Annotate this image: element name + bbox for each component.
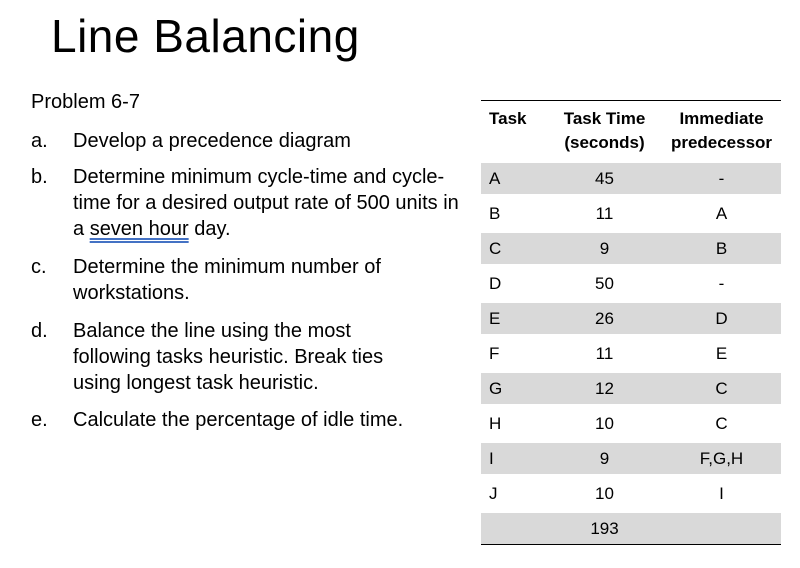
cell-predecessor: B	[662, 231, 781, 266]
cell-total-empty	[662, 511, 781, 545]
cell-task: F	[481, 336, 547, 371]
cell-predecessor: D	[662, 301, 781, 336]
header-predecessor-line1: Immediate	[679, 109, 764, 128]
question-c-text: Determine the minimum number of workstations.	[73, 256, 381, 304]
cell-time: 9	[547, 231, 662, 266]
cell-task: J	[481, 476, 547, 511]
cell-predecessor: -	[662, 266, 781, 301]
table-total-row	[481, 511, 781, 545]
cell-time: 11	[547, 196, 662, 231]
table-row	[481, 371, 781, 406]
header-task-time-line1: Task Time	[563, 109, 646, 128]
cell-predecessor: C	[662, 406, 781, 441]
cell-predecessor: A	[662, 196, 781, 231]
header-predecessor-line2: predecessor	[670, 133, 773, 152]
cell-task: E	[481, 301, 547, 336]
cell-total-label	[481, 511, 547, 545]
table-row	[481, 266, 781, 301]
cell-task: D	[481, 266, 547, 301]
problem-label: Problem 6-7	[31, 91, 140, 113]
task-table	[481, 100, 781, 545]
cell-time: 9	[547, 441, 662, 476]
cell-predecessor: F,G,H	[662, 441, 781, 476]
question-b-letter: b.	[31, 166, 48, 188]
question-d-text: Balance the line using the most following tasks heuristic. Break ties using longest task heuristic.	[73, 320, 384, 394]
question-a-text: Develop a precedence diagram	[73, 130, 351, 152]
cell-task: B	[481, 196, 547, 231]
table-row	[481, 301, 781, 336]
question-b-underlined-phrase: seven hour	[89, 218, 189, 240]
header-predecessor	[662, 101, 781, 162]
question-a-letter: a.	[31, 130, 48, 152]
header-task-time	[547, 101, 662, 162]
cell-predecessor: E	[662, 336, 781, 371]
page-title: Line Balancing	[51, 10, 360, 62]
header-task-time-line2: (seconds)	[564, 133, 645, 152]
cell-time: 10	[547, 406, 662, 441]
cell-time: 26	[547, 301, 662, 336]
question-d-letter: d.	[31, 320, 48, 342]
question-b-text-after: day.	[188, 218, 231, 240]
cell-task: I	[481, 441, 547, 476]
question-e-letter: e.	[31, 409, 48, 431]
cell-time: 12	[547, 371, 662, 406]
cell-task: H	[481, 406, 547, 441]
table-row	[481, 231, 781, 266]
header-task: Task	[481, 101, 547, 162]
cell-predecessor: -	[662, 161, 781, 196]
table-row	[481, 196, 781, 231]
question-b-text	[73, 164, 463, 242]
table-row	[481, 476, 781, 511]
cell-time: 11	[547, 336, 662, 371]
table-row	[481, 441, 781, 476]
table-row	[481, 161, 781, 196]
cell-time: 50	[547, 266, 662, 301]
question-b-text-before: Determine minimum cycle-time and cycle-time for a desired output rate of 500 units in a	[73, 166, 459, 240]
cell-task: A	[481, 161, 547, 196]
cell-total-time: 193	[547, 511, 662, 545]
cell-predecessor: I	[662, 476, 781, 511]
cell-task: G	[481, 371, 547, 406]
question-c-letter: c.	[31, 256, 47, 278]
cell-task: C	[481, 231, 547, 266]
cell-time: 45	[547, 161, 662, 196]
table-row	[481, 336, 781, 371]
question-e-text: Calculate the percentage of idle time.	[73, 409, 404, 431]
task-table-header	[481, 101, 781, 162]
cell-predecessor: C	[662, 371, 781, 406]
table-row	[481, 406, 781, 441]
cell-time: 10	[547, 476, 662, 511]
